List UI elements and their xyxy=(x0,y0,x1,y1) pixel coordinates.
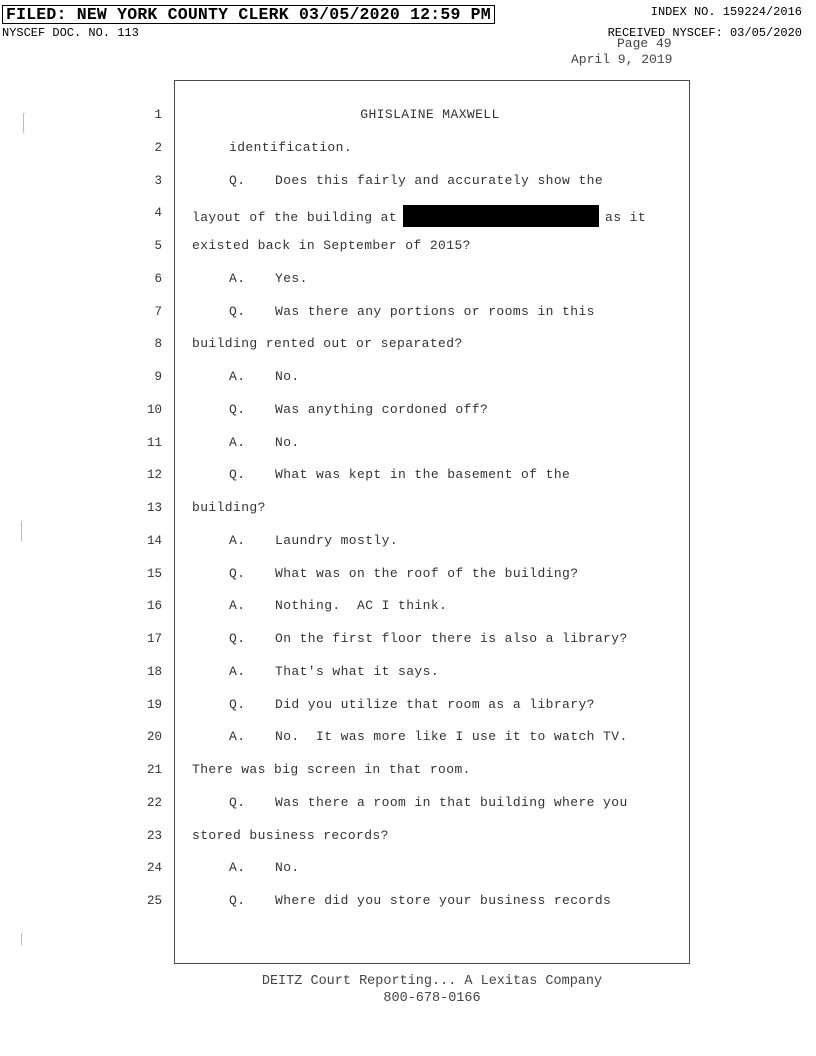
line-number: 3 xyxy=(154,174,162,188)
line-text: Was there a room in that building where you xyxy=(275,795,628,810)
transcript-line xyxy=(229,369,300,385)
line-number: 19 xyxy=(146,698,162,712)
line-number: 11 xyxy=(146,436,162,450)
filed-stamp: FILED: NEW YORK COUNTY CLERK 03/05/2020 12:59 PM xyxy=(2,5,495,24)
page-number: Page 49 xyxy=(617,36,672,51)
transcript-line xyxy=(180,107,680,123)
line-text: What was kept in the basement of the xyxy=(275,467,571,482)
transcript-line xyxy=(229,435,300,451)
speaker-label: Q. xyxy=(229,697,246,712)
speaker-label: A. xyxy=(229,435,246,450)
line-text: What was on the roof of the building? xyxy=(275,566,579,581)
line-text: layout of the building at xyxy=(192,210,398,225)
received-date: RECEIVED NYSCEF: 03/05/2020 xyxy=(607,26,802,40)
speaker-label: Q. xyxy=(229,467,246,482)
speaker-label: Q. xyxy=(229,631,246,646)
line-text: That's what it says. xyxy=(275,664,440,679)
line-number: 20 xyxy=(146,730,162,744)
line-number: 13 xyxy=(146,501,162,515)
line-text: No. xyxy=(275,860,300,875)
transcript-line xyxy=(229,402,488,418)
line-number: 10 xyxy=(146,403,162,417)
index-number: INDEX NO. 159224/2016 xyxy=(650,5,802,19)
transcript-line xyxy=(229,697,595,713)
line-text-after: as it xyxy=(605,210,647,225)
transcript-line xyxy=(229,173,603,189)
line-text: building rented out or separated? xyxy=(192,336,463,351)
transcript-date: April 9, 2019 xyxy=(571,52,673,67)
transcript-line xyxy=(229,893,611,909)
line-text: Did you utilize that room as a library? xyxy=(275,697,595,712)
line-text: Nothing. AC I think. xyxy=(275,598,448,613)
line-number: 9 xyxy=(154,370,162,384)
transcript-line xyxy=(229,533,398,549)
line-text: No. It was more like I use it to watch TV. xyxy=(275,729,628,744)
transcript-line xyxy=(229,795,628,811)
speaker-label: Q. xyxy=(229,893,246,908)
speaker-label: A. xyxy=(229,598,246,613)
line-number: 5 xyxy=(154,239,162,253)
speaker-label: Q. xyxy=(229,566,246,581)
transcript-line xyxy=(229,631,628,647)
transcript-line xyxy=(229,598,447,614)
transcript-line xyxy=(229,860,300,876)
transcript-line xyxy=(192,828,389,844)
redaction-box xyxy=(403,205,599,227)
transcript-line xyxy=(229,664,439,680)
speaker-label: Q. xyxy=(229,402,246,417)
line-text: Laundry mostly. xyxy=(275,533,399,548)
line-number: 7 xyxy=(154,305,162,319)
line-text: No. xyxy=(275,435,300,450)
doc-number: NYSCEF DOC. NO. 113 xyxy=(2,26,139,40)
line-number: 14 xyxy=(146,534,162,548)
line-number: 22 xyxy=(146,796,162,810)
witness-name: GHISLAINE MAXWELL xyxy=(360,107,500,122)
speaker-label: Q. xyxy=(229,304,246,319)
speaker-label: A. xyxy=(229,664,246,679)
transcript-line xyxy=(192,205,646,227)
speaker-label: Q. xyxy=(229,795,246,810)
line-number: 18 xyxy=(146,665,162,679)
line-number: 15 xyxy=(146,567,162,581)
line-number: 4 xyxy=(154,206,162,220)
line-number: 6 xyxy=(154,272,162,286)
transcript-line xyxy=(229,271,308,287)
line-number: 16 xyxy=(146,599,162,613)
line-number: 17 xyxy=(146,632,162,646)
line-text: identification. xyxy=(229,140,353,155)
line-number: 1 xyxy=(154,108,162,122)
transcript-line xyxy=(229,140,352,156)
line-text: building? xyxy=(192,500,266,515)
speaker-label: A. xyxy=(229,533,246,548)
speaker-label: A. xyxy=(229,369,246,384)
line-text: Yes. xyxy=(275,271,308,286)
line-number: 23 xyxy=(146,829,162,843)
line-text: Was anything cordoned off? xyxy=(275,402,489,417)
scan-mark xyxy=(23,112,28,134)
footer-phone: 800-678-0166 xyxy=(383,991,481,1006)
line-text: On the first floor there is also a library? xyxy=(275,631,628,646)
line-text: No. xyxy=(275,369,300,384)
line-text: existed back in September of 2015? xyxy=(192,238,471,253)
line-number: 24 xyxy=(146,861,162,875)
transcript-line xyxy=(229,467,570,483)
line-text: There was big screen in that room. xyxy=(192,762,471,777)
scan-mark xyxy=(21,520,26,542)
transcript-line xyxy=(192,762,471,778)
transcript-line xyxy=(229,304,595,320)
line-text: stored business records? xyxy=(192,828,389,843)
footer-company: DEITZ Court Reporting... A Lexitas Company xyxy=(261,974,603,989)
transcript-line xyxy=(229,729,628,745)
line-text: Does this fairly and accurately show the xyxy=(275,173,604,188)
transcript-line xyxy=(229,566,578,582)
line-number: 21 xyxy=(146,763,162,777)
speaker-label: A. xyxy=(229,860,246,875)
line-number: 8 xyxy=(154,337,162,351)
speaker-label: A. xyxy=(229,729,246,744)
line-number: 2 xyxy=(154,141,162,155)
line-text: Was there any portions or rooms in this xyxy=(275,304,595,319)
speaker-label: A. xyxy=(229,271,246,286)
scan-mark xyxy=(21,932,26,946)
transcript-line xyxy=(192,500,266,516)
transcript-line xyxy=(192,238,471,254)
line-number: 12 xyxy=(146,468,162,482)
line-text: Where did you store your business records xyxy=(275,893,612,908)
line-number: 25 xyxy=(146,894,162,908)
speaker-label: Q. xyxy=(229,173,246,188)
transcript-line xyxy=(192,336,463,352)
